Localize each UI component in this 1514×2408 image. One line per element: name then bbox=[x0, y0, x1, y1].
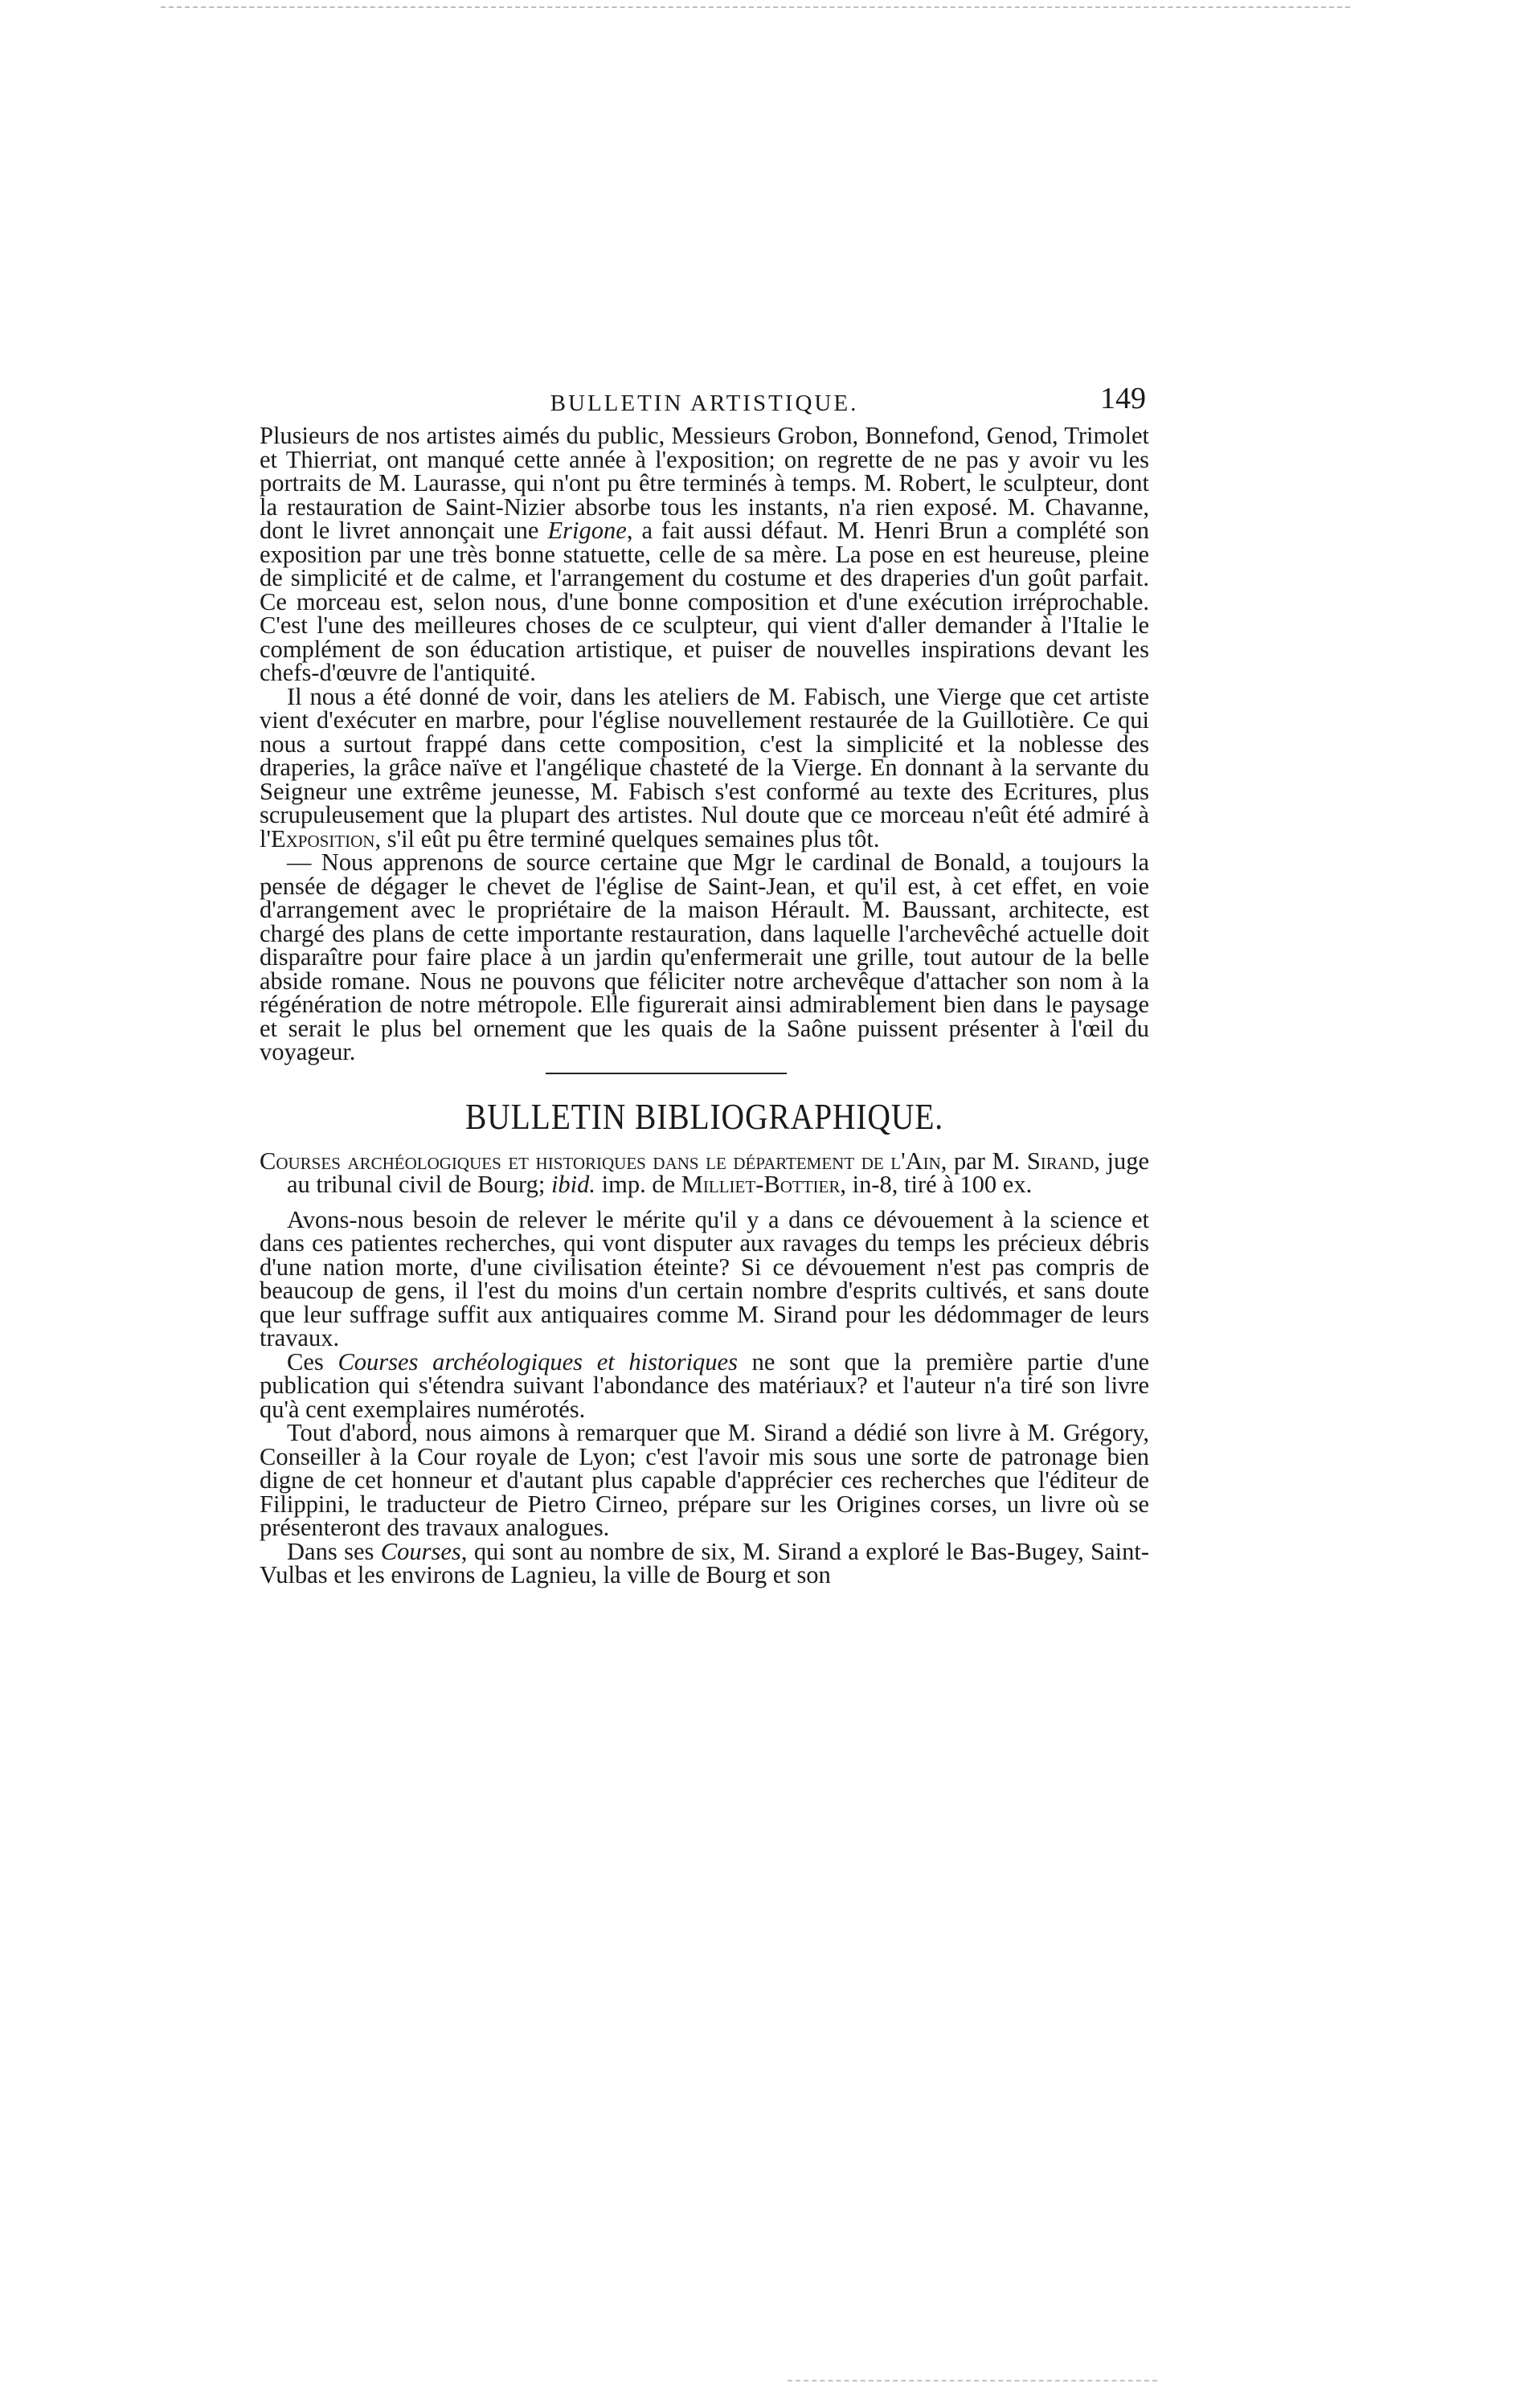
running-head bbox=[260, 382, 1149, 424]
entry-title: Courses archéologiques et historiques dans le département de l'Ain bbox=[260, 1147, 941, 1175]
paragraph-text: , a fait aussi défaut. M. Henri Brun a complété son exposition par une très bonne statuette, celle de sa mère. La pose en est heureuse, pleine de simplicité et de calme, et l'arrangement du costume et des draperies d'un goût parfait. Ce morceau est, selon nous, d'une bonne composition et d'une exécution irréprochable. C'est l'une des meilleures choses de ce sculpteur, qui vient d'aller demander à l'Italie le complément de son éducation artistique, et puiser de nouvelles inspirations devant les chefs-d'œuvre de l'antiquité. bbox=[260, 517, 1150, 686]
entry-text: imp. de bbox=[595, 1171, 681, 1198]
page-number: 149 bbox=[1100, 382, 1146, 415]
italic-title: Erigone bbox=[547, 517, 627, 544]
scan-edge-bottom bbox=[788, 2380, 1157, 2381]
paragraph-text: Il nous a été donné de voir, dans les ateliers de M. Fabisch, une Vierge que cet artiste vient d'exécuter en marbre, pour l'église nouvellement restaurée de la Guillotière. Ce qui nous a surtout frappé dans cette composition, c'est la simplicité et la noblesse des draperies, la grâce naïve et l'angélique chasteté de la Vierge. En donnant à la servante du Seigneur une extrême jeunesse, M. Fabisch s'est conformé au texte des Ecritures, plus scrupuleusement que la plupart des artistes. Nul doute que ce morceau n'eût été admiré à l' bbox=[260, 682, 1149, 852]
text-column bbox=[260, 382, 1150, 1588]
bibliographic-entry bbox=[260, 1147, 1149, 1198]
entry-text: , in-8, tiré à 100 ex. bbox=[840, 1171, 1033, 1198]
paragraph-fabisch bbox=[260, 682, 1149, 852]
paragraph-cathedral-news: — Nous apprenons de source certaine que Mgr le cardinal de Bonald, a toujours la pensée de dégager le chevet de l'église de Saint-Jean, et qu'il est, à cet effet, en voie d'arrangement avec le propriétaire de la maison Hérault. M. Baussant, architecte, est chargé des plans de cette importante restauration, dans laquelle l'archevêché actuelle doit disparaître pour faire place à un jardin qu'enfermerait une grille, tout autour de la belle abside romane. Nous ne pouvons que féliciter notre archevêque d'attacher son nom à la régénération de notre métropole. Elle figurerait ainsi admirablement bien dans le paysage et serait le plus bel ornement que les quais de la Saône puissent présenter à l'œil du voyageur. bbox=[260, 848, 1149, 1065]
entry-ibid: ibid. bbox=[550, 1171, 596, 1198]
paragraph-review-contents bbox=[260, 1537, 1149, 1588]
paragraph-review-intro: Avons-nous besoin de relever le mérite qu'il y a dans ce dévouement à la science et dans ces patientes recherches, qui vont disputer aux ravages du temps les précieux débris d'une nation morte, d'une civilisation éteinte? Si ce dévouement n'est pas compris de beaucoup de gens, il l'est du moins d'un certain nombre d'esprits cultivés, et sans doute que leur suffrage suffit aux antiquaires comme M. Sirand pour les dédommager de leurs travaux. bbox=[260, 1205, 1149, 1351]
section-title-bibliography: BULLETIN BIBLIOGRAPHIQUE. bbox=[464, 1095, 944, 1137]
section-divider bbox=[546, 1073, 787, 1074]
paragraph-text: Ces bbox=[287, 1347, 338, 1376]
paragraph-text: ne sont que la première partie d'une publication qui s'étendra suivant l'abondance des matériaux? et l'auteur n'a tiré son livre qu'à cent exemplaires numérotés. bbox=[260, 1347, 1150, 1423]
scan-edge-top bbox=[161, 6, 1350, 8]
smallcaps-word: Exposition bbox=[270, 824, 375, 852]
italic-title: Courses bbox=[380, 1537, 461, 1565]
paragraph-text: Dans ses bbox=[287, 1537, 381, 1565]
paragraph-review-publication bbox=[260, 1347, 1150, 1423]
entry-printer: Milliet-Bottier bbox=[681, 1171, 841, 1198]
italic-title: Courses archéologiques et historiques bbox=[338, 1347, 738, 1376]
paragraph-text: , qui sont au nombre de six, M. Sirand a exploré le Bas-Bugey, Saint-Vulbas et les environs de Lagnieu, la ville de Bourg et son bbox=[260, 1537, 1149, 1588]
entry-text: , juge au tribunal civil de Bourg; bbox=[287, 1147, 1149, 1198]
entry-author: Sirand bbox=[1026, 1147, 1095, 1175]
paragraph-text: Plusieurs de nos artistes aimés du public, Messieurs Grobon, Bonnefond, Genod, Trimolet et Thierriat, ont manqué cette année à l'exposition; on regrette de ne pas y avoir vu les portraits de M. Laurasse, qui n'ont pu être terminés à temps. M. Robert, le sculpteur, dont la restauration de Saint-Nizier absorbe tous les instants, n'a rien exposé. M. Chavanne, dont le livret annonçait une bbox=[260, 422, 1149, 544]
paragraph-artists-absent bbox=[260, 424, 1149, 685]
paragraph-text: , s'il eût pu être terminé quelques semaines plus tôt. bbox=[374, 824, 880, 852]
paragraph-review-dedication: Tout d'abord, nous aimons à remarquer que M. Sirand a dédié son livre à M. Grégory, Conseiller à la Cour royale de Lyon; c'est l'avoir mis sous une sorte de patronage bien digne de cet honneur et d'autant plus capable d'apprécier ces recherches que l'éditeur de Filippini, le traducteur de Pietro Cirneo, prépare sur les Origines corses, un livre où se présenteront des travaux analogues. bbox=[260, 1419, 1149, 1541]
entry-text: , par M. bbox=[940, 1147, 1027, 1175]
running-head-title: BULLETIN ARTISTIQUE. bbox=[550, 390, 859, 416]
